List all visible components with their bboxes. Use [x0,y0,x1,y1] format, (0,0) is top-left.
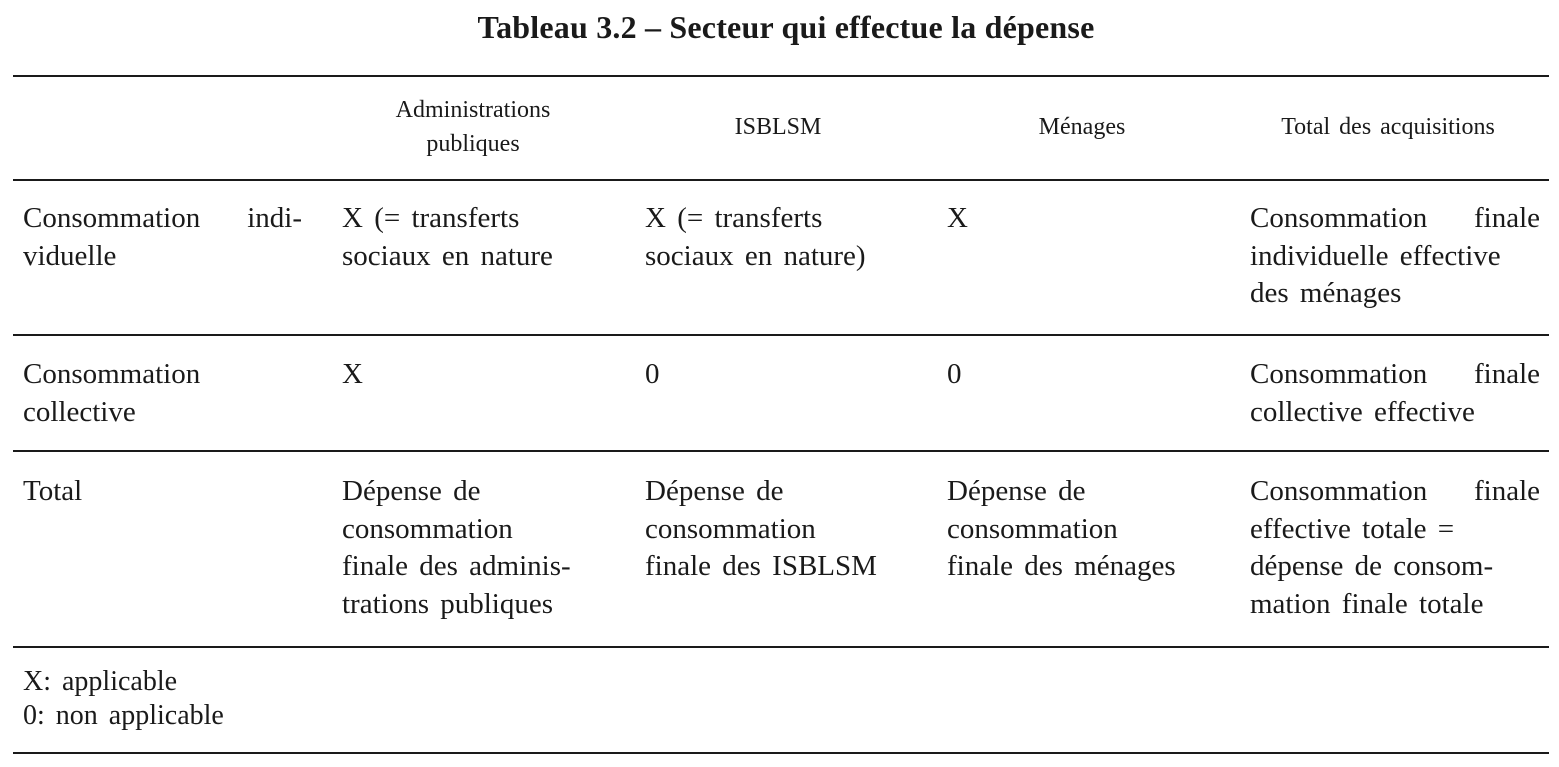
header-col3-text: Ménages [1038,114,1126,140]
row-label-individuelle [23,200,302,275]
header-isblsm [716,110,840,144]
row-rule [13,334,1549,336]
cell-individuelle-total: Consommation finale individuelle effective des ménages [1250,202,1540,309]
header-col4-text: Total des acquisitions [1281,114,1495,140]
legend-non-applicable: 0: non applicable [23,700,224,731]
cell-collective-menages: 0 [947,358,962,390]
cell-total-menages: Dépense de consommation finale des ménages [947,475,1176,582]
row-rule [13,450,1549,452]
cell-individuelle-isblsm: X (= transferts sociaux en nature) [645,202,866,272]
bottom-rule [13,752,1549,754]
cell-individuelle-menages: X [947,202,968,234]
table-title: Tableau 3.2 – Secteur qui effectue la dépense [477,9,1095,45]
cell-collective-total: Consommation finale collective effective [1250,358,1540,428]
header-administrations-publiques [372,93,574,161]
header-rule [13,179,1549,181]
legend-applicable: X: applicable [23,666,178,697]
row-label-line: Consommation [23,202,201,234]
row-rule [13,646,1549,648]
cell-total-isblsm: Dépense de consommation finale des ISBLSM [645,475,877,582]
row-label-line: indi- [247,202,302,234]
header-total-acquisitions [1250,110,1526,144]
cell-total-administrations: Dépense de consommation finale des adminis- trations publiques [342,475,571,620]
row-label-collective: Consommation collective [23,358,201,428]
header-menages [1012,110,1152,144]
header-col2-text: ISBLSM [734,114,822,140]
row-label-line: viduelle [23,239,117,272]
cell-total-total: Consommation finale effective totale = dépense de consom- mation finale totale [1250,475,1540,620]
cell-collective-administrations: X [342,358,363,390]
cell-individuelle-administrations: X (= transferts sociaux en nature [342,202,553,272]
top-rule [13,75,1549,77]
header-col1-text: Administrations publiques [395,97,551,157]
row-label-total: Total [23,475,83,507]
cell-collective-isblsm: 0 [645,358,660,390]
